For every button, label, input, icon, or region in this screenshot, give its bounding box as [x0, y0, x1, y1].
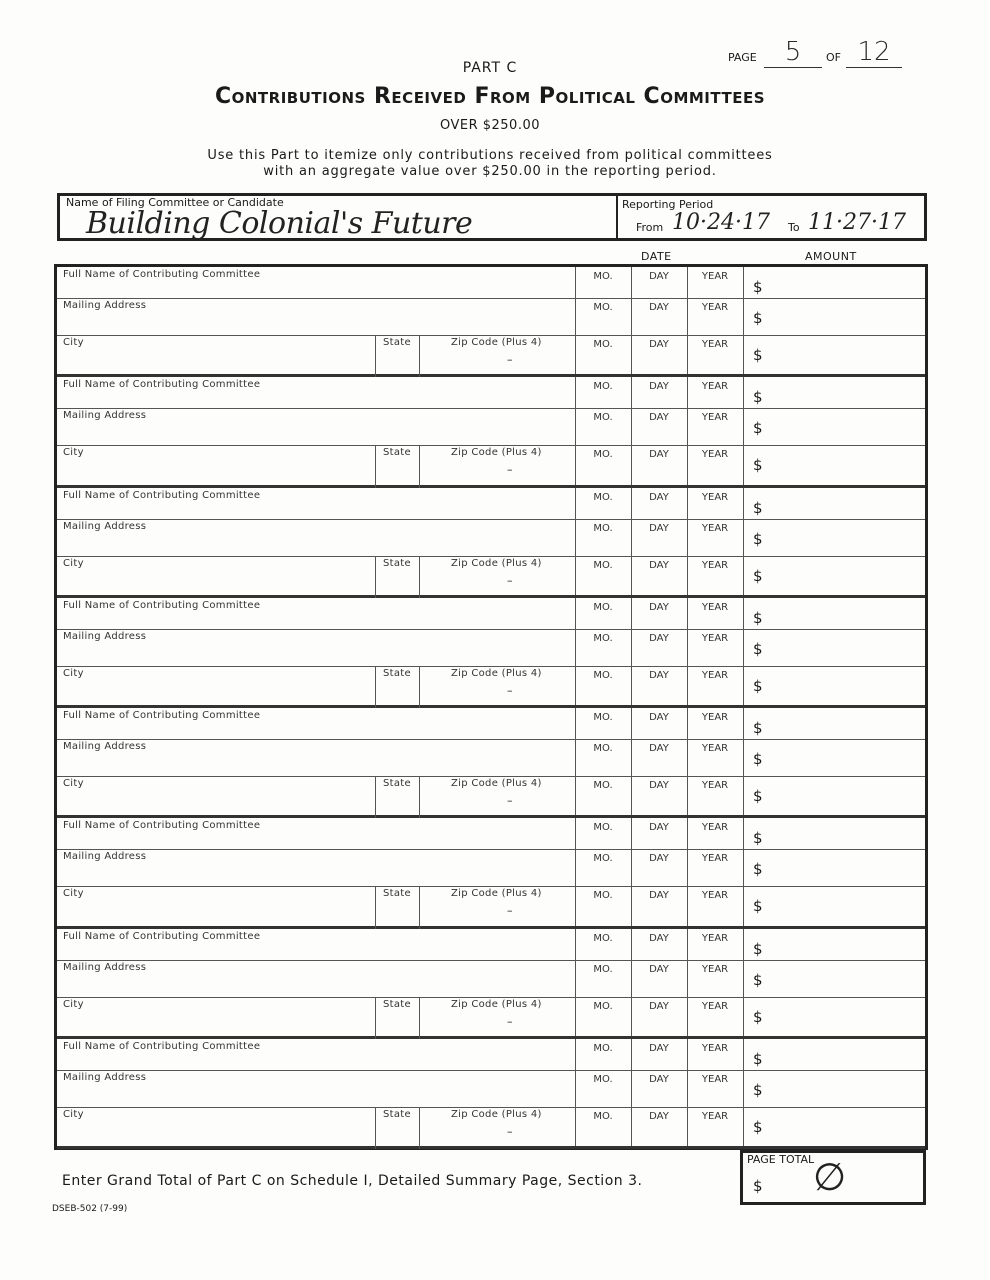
date-year-label: YEAR [701, 559, 729, 571]
column-divider [575, 598, 576, 705]
date-day-label: DAY [649, 932, 669, 944]
column-divider [575, 1039, 576, 1146]
state-label: State [383, 998, 411, 1010]
page-total-label: PAGE TOTAL [747, 1153, 815, 1166]
date-mo-label: MO. [593, 853, 613, 865]
amount-dollar: $ [753, 309, 763, 327]
date-mo-label: MO. [593, 412, 613, 424]
state-label: State [383, 557, 411, 569]
period-to-value[interactable]: 11·27·17 [808, 210, 906, 235]
amount-dollar: $ [753, 278, 763, 296]
date-year-label: YEAR [701, 522, 729, 534]
date-mo-label: MO. [593, 1000, 613, 1012]
date-year-label: YEAR [701, 601, 729, 613]
city-label: City [63, 1108, 84, 1120]
contribution-entry [57, 598, 925, 708]
amount-dollar: $ [753, 1117, 763, 1136]
date-mo-label: MO. [593, 302, 613, 313]
city-label: City [63, 778, 84, 789]
amount-dollar: $ [753, 970, 763, 989]
column-divider [375, 776, 376, 818]
row-divider [57, 960, 925, 961]
column-divider [743, 708, 744, 815]
column-divider [631, 377, 632, 484]
zip-dash: – [507, 794, 513, 807]
date-day-label: DAY [649, 1110, 669, 1122]
page-of-label: OF [826, 51, 841, 64]
column-divider [631, 267, 632, 374]
column-divider [687, 267, 688, 374]
date-mo-label: MO. [593, 963, 613, 975]
city-label: City [63, 447, 84, 459]
date-day-label: DAY [649, 302, 669, 313]
column-divider [575, 267, 576, 374]
amount-dollar: $ [753, 456, 763, 475]
amount-dollar: $ [753, 419, 763, 438]
amount-dollar: $ [753, 1080, 763, 1099]
column-divider [375, 1107, 376, 1149]
page-total-dollar: $ [753, 1177, 763, 1195]
date-year-label: YEAR [701, 963, 729, 975]
column-divider [419, 1107, 420, 1149]
mailing-label: Mailing Address [63, 410, 147, 422]
row-divider [57, 849, 925, 850]
state-label: State [383, 1108, 411, 1120]
zip-dash: – [507, 1124, 513, 1138]
period-label: Reporting Period [622, 198, 714, 211]
instruction-line-1: Use this Part to itemize only contributions received from political committees [207, 148, 773, 163]
date-year-label: YEAR [701, 780, 729, 791]
row-divider [57, 519, 925, 520]
column-divider [687, 1039, 688, 1146]
column-divider [419, 556, 420, 598]
row-divider [57, 1070, 925, 1071]
date-mo-label: MO. [593, 822, 613, 834]
amount-dollar: $ [753, 719, 763, 737]
date-mo-label: MO. [593, 339, 613, 350]
full-name-label: Full Name of Contributing Committee [63, 269, 261, 280]
amount-dollar: $ [753, 860, 763, 879]
zip-label: Zip Code (Plus 4) [451, 557, 542, 569]
column-divider [687, 598, 688, 705]
date-year-label: YEAR [701, 381, 729, 393]
zip-dash: – [507, 353, 513, 366]
date-year-label: YEAR [701, 1042, 729, 1054]
column-divider [419, 666, 420, 708]
date-mo-label: MO. [593, 669, 613, 681]
column-divider [375, 445, 376, 487]
column-divider [419, 445, 420, 487]
city-label: City [63, 557, 84, 569]
date-year-label: YEAR [701, 271, 729, 282]
date-day-label: DAY [649, 712, 669, 723]
column-divider [375, 556, 376, 598]
date-year-label: YEAR [701, 822, 729, 834]
city-label: City [63, 888, 84, 900]
date-mo-label: MO. [593, 1042, 613, 1054]
page-subtitle: OVER $250.00 [439, 118, 541, 133]
date-day-label: DAY [649, 601, 669, 613]
row-divider [57, 997, 925, 998]
column-divider [419, 886, 420, 928]
footer-instruction: Enter Grand Total of Part C on Schedule I, Detailed Summary Page, Section 3. [62, 1173, 643, 1189]
column-divider [743, 1039, 744, 1146]
row-divider [57, 556, 925, 557]
column-divider [375, 666, 376, 708]
amount-dollar: $ [753, 346, 763, 364]
period-from-value[interactable]: 10·24·17 [672, 210, 770, 235]
amount-dollar: $ [753, 829, 763, 848]
state-label: State [383, 447, 411, 459]
page-total: 12 [846, 37, 902, 68]
date-mo-label: MO. [593, 712, 613, 723]
part-label: PART C [462, 60, 518, 76]
column-divider [743, 267, 744, 374]
date-day-label: DAY [649, 449, 669, 461]
amount-dollar: $ [753, 566, 763, 585]
date-year-label: YEAR [701, 339, 729, 350]
date-day-label: DAY [649, 271, 669, 282]
date-year-label: YEAR [701, 449, 729, 461]
zip-label: Zip Code (Plus 4) [451, 667, 542, 679]
column-divider [743, 818, 744, 925]
date-mo-label: MO. [593, 559, 613, 571]
date-day-label: DAY [649, 822, 669, 834]
date-mo-label: MO. [593, 381, 613, 393]
column-divider [743, 598, 744, 705]
date-day-label: DAY [649, 853, 669, 865]
amount-dollar: $ [753, 1007, 763, 1026]
amount-dollar: $ [753, 897, 763, 916]
contribution-entry [57, 377, 925, 487]
date-day-label: DAY [649, 339, 669, 350]
period-to-label: To [788, 221, 800, 234]
page-label: PAGE [728, 51, 757, 64]
date-year-label: YEAR [701, 932, 729, 944]
column-divider [419, 997, 420, 1039]
date-year-label: YEAR [701, 853, 729, 865]
column-divider [631, 488, 632, 595]
date-mo-label: MO. [593, 932, 613, 944]
date-column-header: DATE [641, 250, 672, 263]
date-year-label: YEAR [701, 712, 729, 723]
page-number: 5 [764, 37, 822, 68]
mailing-label: Mailing Address [63, 630, 147, 642]
zip-label: Zip Code (Plus 4) [451, 447, 542, 459]
amount-dollar: $ [753, 939, 763, 958]
date-day-label: DAY [649, 890, 669, 902]
column-divider [687, 929, 688, 1036]
column-divider [743, 488, 744, 595]
column-divider [631, 929, 632, 1036]
zip-label: Zip Code (Plus 4) [451, 998, 542, 1010]
row-divider [57, 1107, 925, 1108]
contribution-entry [57, 1039, 925, 1149]
column-divider [687, 708, 688, 815]
column-divider [419, 776, 420, 818]
row-divider [57, 408, 925, 409]
full-name-label: Full Name of Contributing Committee [63, 710, 261, 721]
column-divider [743, 377, 744, 484]
full-name-label: Full Name of Contributing Committee [63, 599, 261, 611]
zip-label: Zip Code (Plus 4) [451, 1108, 542, 1120]
date-mo-label: MO. [593, 780, 613, 791]
full-name-label: Full Name of Contributing Committee [63, 820, 261, 832]
row-divider [57, 445, 925, 446]
date-day-label: DAY [649, 522, 669, 534]
page-title: Contributions Received From Political Committees [214, 84, 765, 109]
date-day-label: DAY [649, 669, 669, 681]
date-day-label: DAY [649, 780, 669, 791]
state-label: State [383, 888, 411, 900]
date-year-label: YEAR [701, 302, 729, 313]
mailing-label: Mailing Address [63, 851, 147, 863]
amount-dollar: $ [753, 608, 763, 627]
instruction-line-2: with an aggregate value over $250.00 in the reporting period. [263, 164, 717, 179]
column-divider [575, 488, 576, 595]
date-year-label: YEAR [701, 632, 729, 644]
date-year-label: YEAR [701, 1000, 729, 1012]
date-day-label: DAY [649, 1073, 669, 1085]
state-label: State [383, 337, 411, 348]
contribution-entry [57, 929, 925, 1039]
filer-name-value[interactable]: Building Colonial's Future [86, 206, 473, 241]
amount-column-header: AMOUNT [805, 250, 857, 263]
date-day-label: DAY [649, 412, 669, 424]
full-name-label: Full Name of Contributing Committee [63, 1040, 261, 1052]
date-mo-label: MO. [593, 271, 613, 282]
amount-dollar: $ [753, 1049, 763, 1068]
date-day-label: DAY [649, 632, 669, 644]
amount-dollar: $ [753, 676, 763, 695]
date-mo-label: MO. [593, 1073, 613, 1085]
date-day-label: DAY [649, 1000, 669, 1012]
row-divider [57, 776, 925, 777]
date-year-label: YEAR [701, 669, 729, 681]
full-name-label: Full Name of Contributing Committee [63, 379, 261, 391]
column-divider [743, 929, 744, 1036]
column-divider [375, 335, 376, 377]
column-divider [687, 488, 688, 595]
contributions-grid [54, 264, 928, 1150]
full-name-label: Full Name of Contributing Committee [63, 489, 261, 501]
amount-dollar: $ [753, 498, 763, 517]
row-divider [57, 629, 925, 630]
date-year-label: YEAR [701, 743, 729, 754]
city-label: City [63, 998, 84, 1010]
date-mo-label: MO. [593, 1110, 613, 1122]
state-label: State [383, 667, 411, 679]
instructions [0, 148, 980, 180]
column-divider [687, 377, 688, 484]
zip-dash: – [507, 463, 513, 477]
mailing-label: Mailing Address [63, 520, 147, 532]
date-year-label: YEAR [701, 1073, 729, 1085]
date-year-label: YEAR [701, 890, 729, 902]
column-divider [575, 377, 576, 484]
city-label: City [63, 337, 84, 348]
page-total-value[interactable]: ∅ [813, 1155, 847, 1199]
zip-dash: – [507, 573, 513, 587]
date-day-label: DAY [649, 491, 669, 503]
amount-dollar: $ [753, 529, 763, 548]
row-divider [57, 666, 925, 667]
date-day-label: DAY [649, 559, 669, 571]
date-day-label: DAY [649, 963, 669, 975]
column-divider [687, 818, 688, 925]
date-day-label: DAY [649, 1042, 669, 1054]
date-mo-label: MO. [593, 743, 613, 754]
column-divider [631, 818, 632, 925]
contribution-entry [57, 708, 925, 818]
column-divider [631, 598, 632, 705]
column-divider [575, 708, 576, 815]
zip-label: Zip Code (Plus 4) [451, 778, 542, 789]
period-from-label: From [636, 221, 664, 234]
row-divider [57, 739, 925, 740]
date-mo-label: MO. [593, 449, 613, 461]
zip-dash: – [507, 904, 513, 918]
date-mo-label: MO. [593, 491, 613, 503]
date-day-label: DAY [649, 381, 669, 393]
city-label: City [63, 667, 84, 679]
page-total-box [740, 1150, 926, 1205]
column-divider [575, 929, 576, 1036]
zip-dash: – [507, 1014, 513, 1028]
amount-dollar: $ [753, 388, 763, 407]
filer-box [57, 193, 927, 241]
date-mo-label: MO. [593, 522, 613, 534]
column-divider [575, 818, 576, 925]
date-mo-label: MO. [593, 632, 613, 644]
amount-dollar: $ [753, 639, 763, 658]
mailing-label: Mailing Address [63, 1071, 147, 1083]
date-day-label: DAY [649, 743, 669, 754]
zip-label: Zip Code (Plus 4) [451, 888, 542, 900]
date-mo-label: MO. [593, 601, 613, 613]
amount-dollar: $ [753, 750, 763, 768]
zip-dash: – [507, 683, 513, 697]
mailing-label: Mailing Address [63, 741, 147, 752]
filer-divider [616, 196, 618, 238]
date-year-label: YEAR [701, 491, 729, 503]
filer-name-label: Name of Filing Committee or Candidate [66, 196, 284, 209]
date-year-label: YEAR [701, 412, 729, 424]
contribution-entry [57, 267, 925, 377]
column-divider [375, 997, 376, 1039]
row-divider [57, 298, 925, 299]
amount-dollar: $ [753, 787, 763, 805]
column-divider [375, 886, 376, 928]
form-number: DSEB-502 (7-99) [52, 1204, 128, 1214]
row-divider [57, 886, 925, 887]
full-name-label: Full Name of Contributing Committee [63, 930, 261, 942]
contribution-entry [57, 818, 925, 928]
state-label: State [383, 778, 411, 789]
mailing-label: Mailing Address [63, 961, 147, 973]
date-year-label: YEAR [701, 1110, 729, 1122]
zip-label: Zip Code (Plus 4) [451, 337, 542, 348]
column-divider [631, 708, 632, 815]
column-divider [631, 1039, 632, 1146]
column-divider [419, 335, 420, 377]
date-mo-label: MO. [593, 890, 613, 902]
contribution-entry [57, 488, 925, 598]
mailing-label: Mailing Address [63, 300, 147, 311]
row-divider [57, 335, 925, 336]
